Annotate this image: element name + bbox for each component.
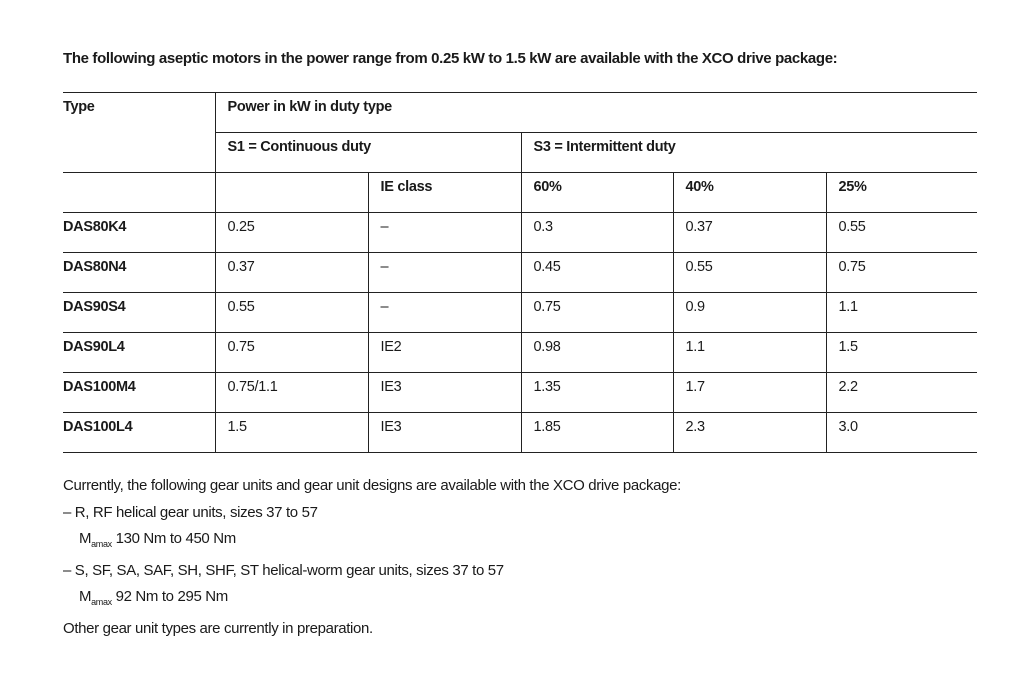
s1-cell: 0.37 <box>215 253 368 293</box>
s1-header: S1 = Continuous duty <box>215 133 521 173</box>
p25-header: 25% <box>826 173 977 213</box>
intro-heading: The following aseptic motors in the power range from 0.25 kW to 1.5 kW are available with the XCO drive package: <box>63 50 838 67</box>
p40-cell: 0.37 <box>673 213 826 253</box>
p60-cell: 0.98 <box>521 333 673 373</box>
gear-units-intro: Currently, the following gear units and gear unit designs are available with the XCO drive package: <box>63 477 681 494</box>
motor-power-table <box>63 92 977 453</box>
empty-cell <box>215 173 368 213</box>
ie-cell: IE3 <box>368 413 521 453</box>
power-header: Power in kW in duty type <box>215 93 977 133</box>
torque-range: 92 Nm to 295 Nm <box>111 588 228 605</box>
type-cell: DAS80N4 <box>63 253 215 293</box>
p25-cell: 2.2 <box>826 373 977 413</box>
p40-cell: 2.3 <box>673 413 826 453</box>
p25-cell: 3.0 <box>826 413 977 453</box>
type-cell: DAS80K4 <box>63 213 215 253</box>
p40-cell: 1.7 <box>673 373 826 413</box>
s1-cell: 0.55 <box>215 293 368 333</box>
type-header: Type <box>63 93 215 173</box>
table-row <box>63 413 977 453</box>
p40-cell: 0.55 <box>673 253 826 293</box>
p40-cell: 0.9 <box>673 293 826 333</box>
p40-cell: 1.1 <box>673 333 826 373</box>
p60-cell: 0.45 <box>521 253 673 293</box>
table-row <box>63 213 977 253</box>
torque-helical <box>63 526 681 558</box>
table-row <box>63 333 977 373</box>
ie-cell: – <box>368 213 521 253</box>
p60-cell: 1.85 <box>521 413 673 453</box>
gear-note: Other gear unit types are currently in preparation. <box>63 619 373 637</box>
p25-cell: 1.5 <box>826 333 977 373</box>
p25-cell: 1.1 <box>826 293 977 333</box>
torque-range: 130 Nm to 450 Nm <box>111 530 236 547</box>
ie-cell: IE2 <box>368 333 521 373</box>
p25-cell: 0.55 <box>826 213 977 253</box>
p25-cell: 0.75 <box>826 253 977 293</box>
s1-cell: 0.75/1.1 <box>215 373 368 413</box>
table-row <box>63 293 977 333</box>
s1-cell: 0.25 <box>215 213 368 253</box>
torque-helical-worm <box>63 584 681 616</box>
ie-cell: – <box>368 253 521 293</box>
type-cell: DAS100L4 <box>63 413 215 453</box>
empty-cell <box>63 173 215 213</box>
gear-list-item-helical-worm: – S, SF, SA, SAF, SH, SHF, ST helical-worm gear units, sizes 37 to 57 <box>63 561 504 579</box>
p60-cell: 0.75 <box>521 293 673 333</box>
s1-cell: 0.75 <box>215 333 368 373</box>
table-row <box>63 253 977 293</box>
ie-class-header: IE class <box>368 173 521 213</box>
torque-symbol: M <box>79 588 92 605</box>
header-row-1 <box>63 93 977 133</box>
p60-cell: 1.35 <box>521 373 673 413</box>
header-row-3 <box>63 173 977 213</box>
gear-list-item-helical: – R, RF helical gear units, sizes 37 to 57 <box>63 503 318 521</box>
type-cell: DAS100M4 <box>63 373 215 413</box>
type-cell: DAS90S4 <box>63 293 215 333</box>
torque-subscript: amax <box>91 597 112 607</box>
torque-symbol: M <box>79 530 92 547</box>
table-row <box>63 373 977 413</box>
ie-cell: – <box>368 293 521 333</box>
s1-cell: 1.5 <box>215 413 368 453</box>
p60-header: 60% <box>521 173 673 213</box>
torque-subscript: amax <box>91 539 112 549</box>
gear-units-section <box>63 473 681 642</box>
s3-header: S3 = Intermittent duty <box>521 133 977 173</box>
ie-cell: IE3 <box>368 373 521 413</box>
p40-header: 40% <box>673 173 826 213</box>
p60-cell: 0.3 <box>521 213 673 253</box>
type-cell: DAS90L4 <box>63 333 215 373</box>
